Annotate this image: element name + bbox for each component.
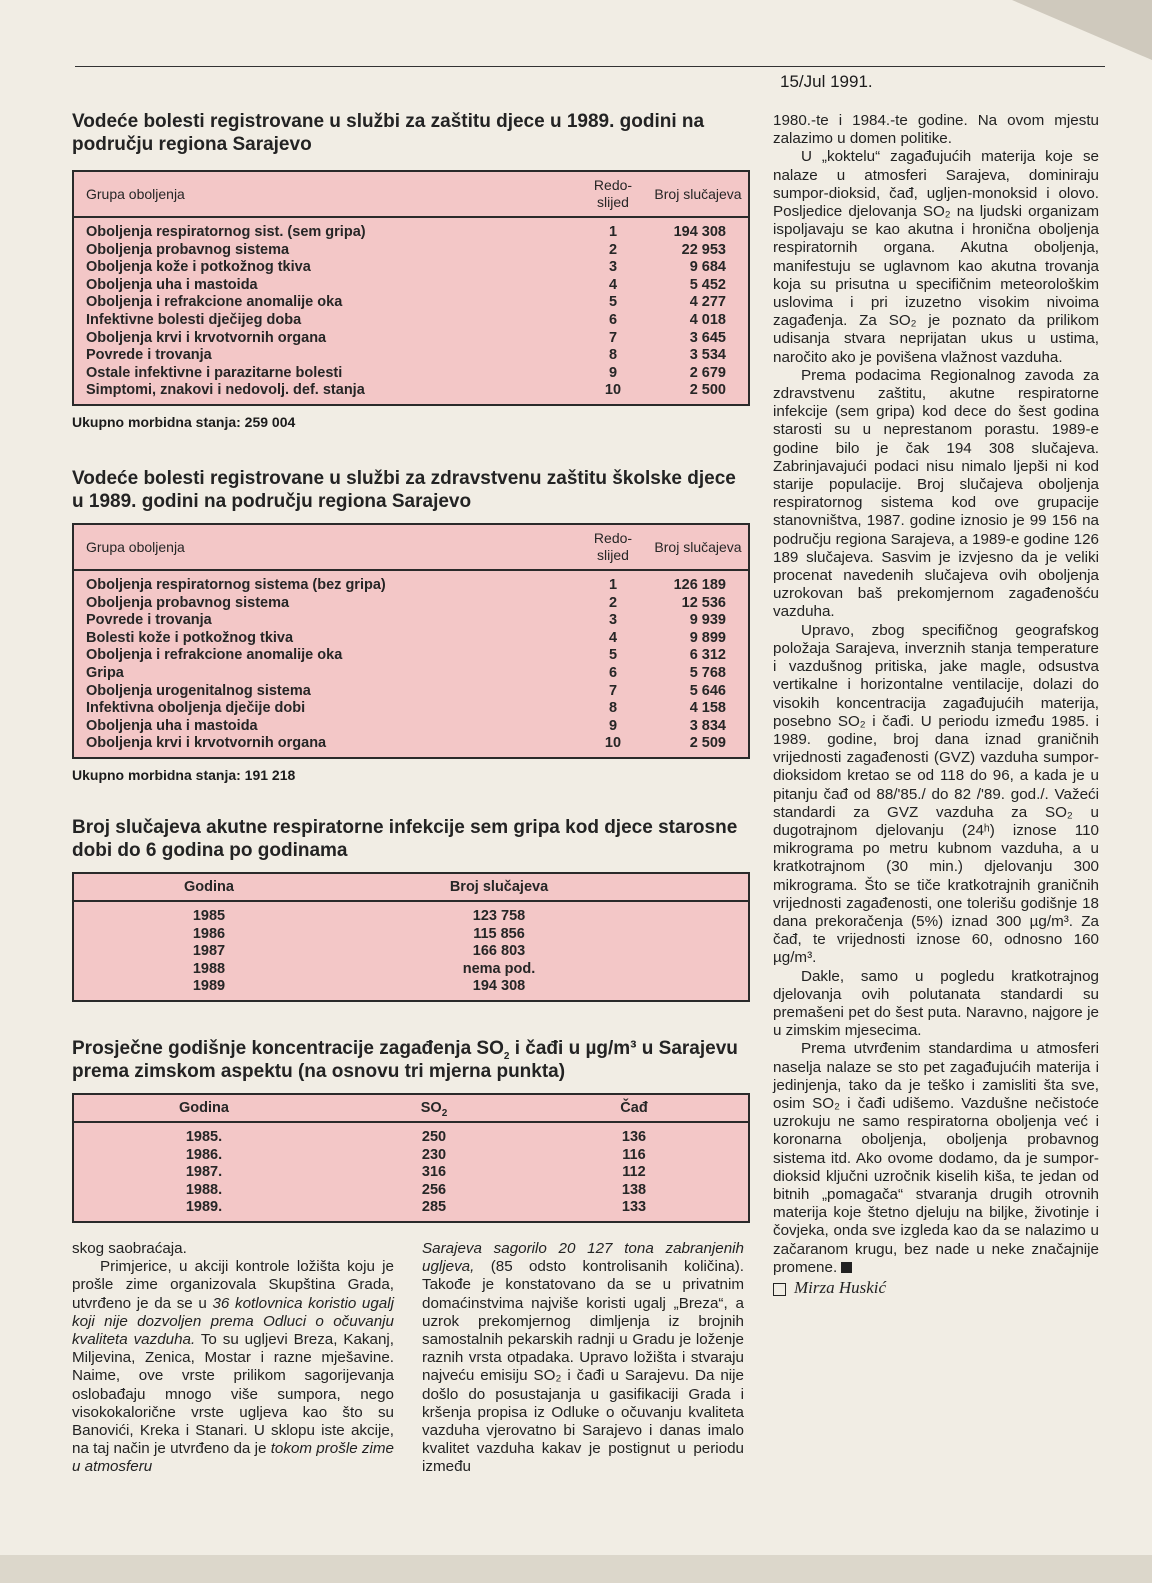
table-cell: 8 [608,700,618,717]
table-cell: 256 [421,1181,447,1198]
table2-total: Ukupno morbidna stanja: 191 218 [72,766,296,783]
table-cell: Oboljenja respiratornog sistema (bez gripa) [86,577,386,593]
table-row [74,612,748,630]
page-corner-fold [1012,0,1152,60]
table3-col-cases: Broj slučajeva [449,879,549,895]
table-row [74,242,748,260]
table-cell: 6 312 [689,647,726,664]
table-row [74,365,748,383]
table-cell: 5 768 [689,664,726,681]
table-cell: 3 834 [689,717,726,734]
table-cell: 112 [622,1164,646,1181]
table4-col-year: Godina [179,1100,229,1116]
table-cell: 10 [604,735,622,752]
table-row [74,1147,748,1165]
right-para-5: Dakle, samo u pogledu kratkotrajnog djelovanja ovih polutanata standardi su premašeni pet do šest puta. Naravno, najgore je u zimskim mjesecima. [773,967,1099,1040]
table-cell: 1 [608,577,618,593]
table-row [74,1199,748,1217]
table-cell: Ostale infektivne i parazitarne bolesti [86,364,343,381]
table-cell: 194 308 [472,978,526,995]
bm-para-1-italic: Sarajeva sagorilo 20 127 tona zabranjenih ugljeva, [422,1240,744,1276]
right-para-1: 1980.-te i 1984.-te godine. Na ovom mjestu zalazimo u domen politike. [773,112,1099,148]
header-rule [75,66,1105,67]
table3-box [72,872,750,1002]
table-cell: 1988. [185,1181,223,1198]
table-cell: 3 534 [689,347,726,364]
bl-para-2-italic: 36 kotlovnica koristio ugalj koji nije dozvoljen prema Odluci o očuvanju kvaliteta vazduha. [72,1294,394,1349]
table-cell: 115 856 [473,925,525,942]
table3-header [74,874,748,902]
table1-body [74,218,748,404]
page-date: 15/Jul 1991. [780,72,873,91]
table-cell: Infektivna oboljenja dječije dobi [86,700,306,717]
table-cell: 5 646 [689,682,726,699]
table-cell: Infektivne bolesti dječijeg doba [86,311,302,328]
table1-header [74,172,748,218]
table-row [74,224,748,242]
table-row [74,577,748,595]
table-cell: 166 803 [472,943,526,960]
table-cell: 2 [608,241,618,258]
table-cell: Bolesti kože i potkožnog tkiva [86,629,294,646]
table-cell: Oboljenja probavnog sistema [86,241,290,258]
table-cell: 7 [608,682,618,699]
table-cell: 5 [608,647,618,664]
table-row [74,1164,748,1182]
table-cell: 4 [608,276,618,293]
table-cell: 2 500 [689,382,726,399]
table-row [74,347,748,365]
end-square-icon [841,1262,852,1273]
right-para-6-text: Prema utvrđenim standardima u atmosferi naselja nalaze se sto pet zagađujućih materija i jedinjenja, tako da je teško i zamisliti šta sve, osim SO₂ i čađi udišemo. Vazdušne nečistoće uzrokuju ne samo respiratorna oboljenja već i koronarna oboljenja, oboljenja probavnog sistema itd. Ako ovome dodamo, da je sumpor-dioksid ključni uzročnik kiselih kiša, te jedan od bitnih „pomagača“ stvaranja drugih otrovnih materija koje štetno djeluju na biljke, životinje i čovjeka, onda sve izgleda kao da se nalazimo u začaranom krugu, bez nade u neke značajnije promene. [773,1040,1099,1276]
table-row [74,382,748,400]
right-para-3: Prema podacima Regionalnog zavoda za zdravstvenu zaštitu, akutne respiratorne infekcije (sem gripa) kod dece do šest godina starosti su u neprestanom porastu. 1989-e godine bilo je čak 194 308 slučajeva. Zabrinjavajući podaci nisu nimalo ljepši ni kod starije populacije. Broj slučajeva oboljenja respiratornog sistema kod ove grupacije stanovništva, 1987. godine iznosio je 99 156 na području regiona Sarajeva, a 1989-e godine 126 189 slučajeva. Sasvim je izvjesno da je veliki procenat navedenih slučajeva ovih oboljenja uzrokovan baš prekomjernom zagađenošću vazduha. [773,366,1099,621]
table-cell: Oboljenja krvi i krvotvornih organa [86,329,327,346]
table-cell: 7 [608,329,618,346]
table-cell: Povrede i trovanja [86,347,212,364]
table1-total: Ukupno morbidna stanja: 259 004 [72,413,296,430]
table-cell: 1989 [192,978,226,995]
bm-para-1-text: (85 odsto kontrolisanih količina). Takođe je konstatovano da se u privatnim domaćinstvima najviše koristi ugalj „Breza“, a uzrok prekomjernog dimljenja iz brojnih samostalnih pekarskih radnji u Gradu je loženje raznih vrsta otpadaka. Upravo ložišta i stvaraju najveću emisiju SO₂ i čađi u Sarajevu. Da nije došlo do posustajanja u gasifikaciji Grada i kršenja propisa iz Odluke o očuvanju kvaliteta vazduha vjerovatno bi Sarajevo i danas imalo kvalitet vazduha kakav je postignut u periodu između [422,1258,744,1476]
table4-header [74,1095,748,1123]
table-cell: 2 509 [689,735,726,752]
table4-col-soot: Čađ [620,1100,648,1116]
table-row [74,277,748,295]
table4-col-so2-sub: 2 [441,1107,448,1119]
table-row [74,259,748,277]
page-bottom-edge [0,1555,1152,1583]
article-bottom-left-column [72,1240,394,1477]
table-cell: Oboljenja krvi i krvotvornih organa [86,735,327,752]
table-cell: Oboljenja i refrakcione anomalije oka [86,647,343,664]
table-cell: Oboljenja kože i potkožnog tkiva [86,259,311,276]
table-cell: 3 [608,612,618,629]
table-cell: 9 899 [689,629,726,646]
right-para-6 [773,1040,1099,1277]
table1-col-group: Grupa oboljenja [86,186,185,202]
table-cell: 1985 [192,908,226,924]
table2-body [74,571,748,757]
table4-col-so2 [334,1100,534,1119]
table-cell: 1988 [192,960,226,977]
table-cell: 4 277 [689,294,726,311]
table-cell: Oboljenja uha i mastoida [86,276,258,293]
table-cell: 194 308 [673,224,726,240]
table3-body [74,902,748,1000]
table-cell: 2 679 [689,364,726,381]
table-row [74,1182,748,1200]
table-row [74,683,748,701]
table2-header [74,525,748,571]
table2-col-group: Grupa oboljenja [86,539,185,555]
table-row [74,1129,748,1147]
table-cell: 9 [608,717,618,734]
bl-para-2-b: To su ugljevi Breza, Kakanj, Miljevina, Zenica, Mostar i razne mješavine. Naime, ove vrste prilikom sagorijevanja oslobađaju mnogo više sumpora, nego visokokalorične vrste ugljeva kao što su Banovići, Kreka i Stanari. U sklopu iste akcije, na taj način je utvrđeno da je [72,1331,394,1458]
table-cell: 4 018 [689,311,726,328]
right-para-2: U „koktelu“ zagađujućih materija koje se nalaze u atmosferi Sarajeva, dominiraju sumpor-dioksid, čađ, ugljen-monoksid i olovo. Posljedice djelovanja SO₂ na ljudski organizam ispoljavaju se kao akutna i hronična oboljenja respiratornih organa. Akutna oboljenja, manifestuju se uglavnom kao akutna trovanja koja su prisutna u specifičnim meteorološkim uslovima i pri izuzetno visokim nivoima zagađenja. Za SO₂ je poznato da prilikom udisanja stvara neprijatan ukus u ustima, naročito ako je povišena vlažnost vazduha. [773,148,1099,366]
table-cell: 1985. [185,1129,223,1145]
table-cell: 9 [608,364,618,381]
table-respiratory-by-year [72,816,750,1002]
table-cell: 4 [608,629,618,646]
bl-para-1: skog saobraćaja. [72,1240,187,1257]
table-cell: 1986. [185,1146,223,1163]
table-cell: 2 [608,594,618,611]
table1-col-rank: Redo-slijed [593,177,633,210]
bm-para-1 [422,1240,744,1477]
table-row [74,961,748,979]
table-cell: 6 [608,311,618,328]
table4-title-part-a: Prosječne godišnje koncentracije zagađenja SO [72,1038,504,1059]
table4-body [74,1123,748,1221]
table-cell: 1986 [192,925,226,942]
table-cell: 3 645 [689,329,726,346]
table-cell: 5 452 [689,276,726,293]
table-cell: 5 [608,294,618,311]
table-cell: 136 [621,1129,647,1145]
table-cell: 1987. [185,1164,223,1181]
table3-col-year: Godina [184,879,234,895]
table4-title [72,1037,750,1083]
table-cell: 250 [421,1129,447,1145]
table-so2-soot [72,1037,750,1223]
article-bottom-middle-column [422,1240,744,1477]
table-cell: 116 [622,1146,646,1163]
table-cell: 133 [621,1199,647,1216]
table-row [74,926,748,944]
table-cell: 123 758 [472,908,526,924]
table-cell: Povrede i trovanja [86,612,212,629]
table4-box [72,1093,750,1223]
table4-title-sub: 2 [503,1050,510,1062]
table-row [74,665,748,683]
author-square-icon [773,1283,786,1296]
table-cell: 9 939 [689,612,726,629]
table-cell: 4 158 [689,700,726,717]
table-cell: Oboljenja urogenitalnog sistema [86,682,311,699]
table-row [74,978,748,996]
table-row [74,647,748,665]
table-cell: 230 [421,1146,447,1163]
table-row [74,294,748,312]
right-para-4: Upravo, zbog specifičnog geografskog položaja Sarajeva, inverznih stanja temperature i vazdušnog pritiska, jake magle, odsustva vertikalne i horizontalne ventilacije, dolazi do visokih koncentracija zagađujućih materija, posebno SO₂ i čađi. U periodu između 1985. i 1989. godine, broj dana iznad graničnih vrijednosti zagađenosti (GVZ) vazduha sumpor-dioksidom kretao se od 118 do 96, a kada je u pitanju čađ od 88/'85./ do 82 /'89. god./. Važeći standardi za GVZ vazduha za SO₂ u dugotrajnom djelovanju (24ʰ) iznose 110 mikrograma po metru kubnom vazduha, a u kratkotrajnom (30 min.) djelovanju 300 mikrograma. Što se tiče kratkotrajnih graničnih vrijednosti zagađenosti, one tolerišu godišnje 18 dana prekoračenja (5%) iznad 300 µg/m³. Za čađ, te vrijednosti iznose 60, odnosno 160 µg/m³. [773,621,1099,967]
table-cell: nema pod. [462,960,536,977]
table-row [74,595,748,613]
table-cell: 126 189 [673,577,726,593]
table4-col-so2-label: SO [420,1100,442,1116]
table-row [74,330,748,348]
table-row [74,630,748,648]
table-row [74,943,748,961]
table-children-diseases [72,110,750,430]
table-cell: Simptomi, znakovi i nedovolj. def. stanja [86,382,365,399]
article-right-column [773,112,1099,1297]
table1-box [72,170,750,406]
table-cell: Oboljenja uha i mastoida [86,717,258,734]
table-cell: 6 [608,664,618,681]
table-cell: 8 [608,347,618,364]
bl-para-2 [72,1258,394,1476]
table-cell: Oboljenja respiratornog sist. (sem gripa) [86,224,366,240]
author-line [773,1279,1099,1297]
bl-para-2-italic-2: tokom prošle zime u atmosferu [72,1440,394,1476]
table2-box [72,523,750,759]
table1-col-cases: Broj slučajeva [654,185,742,202]
table3-title: Broj slučajeva akutne respiratorne infekcije sem gripa kod djece starosne dobi do 6 godina po godinama [72,817,738,861]
table-cell: 316 [421,1164,447,1181]
table-cell: 1987 [192,943,226,960]
table-cell: 12 536 [681,594,726,611]
table-cell: 9 684 [689,259,726,276]
table4-title-part-b: i čađi u µg/m³ u Sarajevu prema zimskom aspektu (na osnovu tri mjerna punkta) [72,1038,738,1082]
table-row [74,908,748,926]
table-cell: Oboljenja i refrakcione anomalije oka [86,294,343,311]
bl-para-2-a: Primjerice, u akciji kontrole ložišta koju je prošle zime organizovala Skupština Grada, utvrđeno je da se u [72,1258,394,1312]
table-row [74,700,748,718]
author-name: Mirza Huskić [794,1278,887,1297]
table2-col-rank: Redo-slijed [593,530,633,563]
table1-title: Vodeće bolesti registrovane u službi za zaštitu djece u 1989. godini na području regiona Sarajevo [72,111,705,155]
table-row [74,312,748,330]
table-row [74,735,748,753]
table-cell: Gripa [86,664,124,681]
table-cell: 10 [604,382,622,399]
table-cell: 1 [608,224,618,240]
table-cell: 138 [621,1181,647,1198]
table-cell: 285 [421,1199,447,1216]
table-cell: 1989. [185,1199,223,1216]
table-cell: 22 953 [681,241,726,258]
table2-title: Vodeće bolesti registrovane u službi za zdravstvenu zaštitu školske djece u 1989. godini na području regiona Sarajevo [72,468,736,512]
table2-col-cases: Broj slučajeva [654,538,742,555]
table-school-children-diseases [72,467,750,783]
table-row [74,718,748,736]
table-cell: Oboljenja probavnog sistema [86,594,290,611]
table-cell: 3 [608,259,618,276]
